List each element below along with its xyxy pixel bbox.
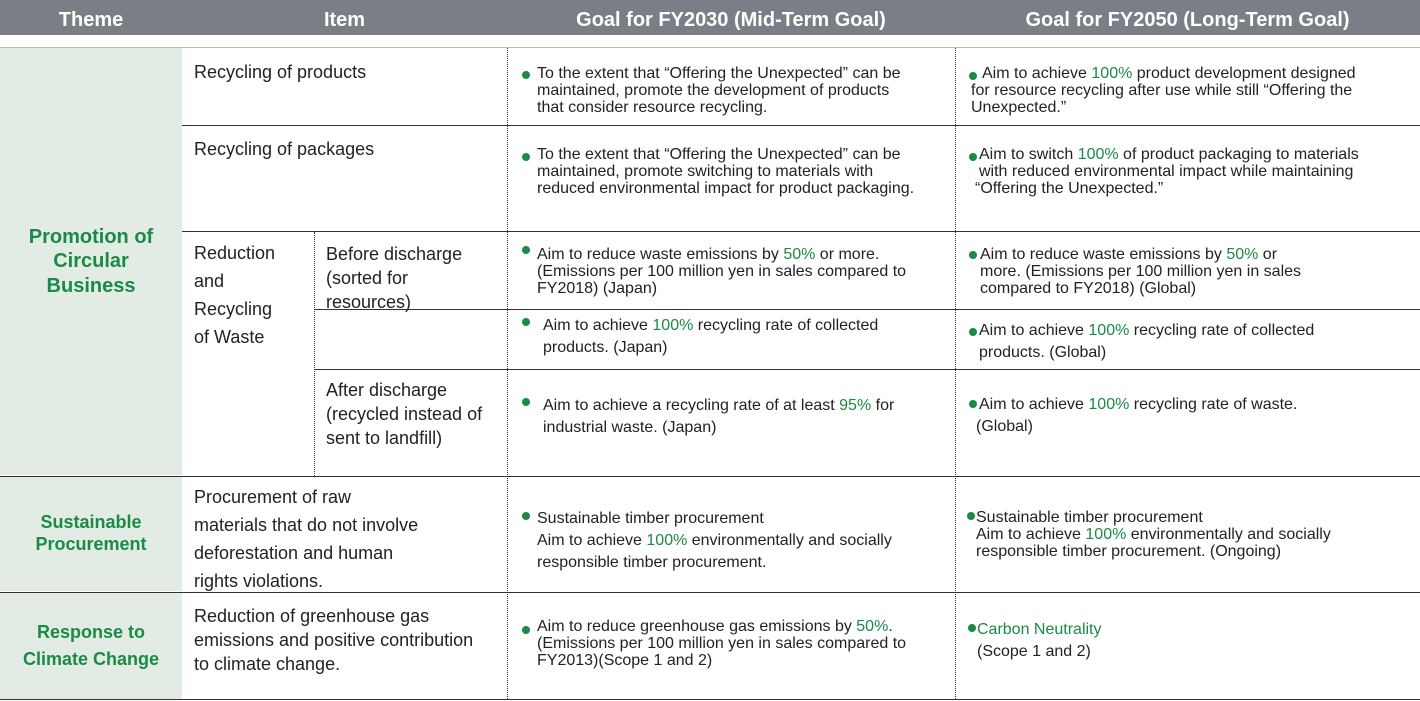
rule-bottom <box>0 699 1420 700</box>
goal-2050-waste-emissions <box>980 246 1301 297</box>
item-line: (sorted for <box>326 268 409 288</box>
bullet-icon <box>522 512 530 520</box>
highlight-value: 100% <box>1088 322 1130 339</box>
item-line: emissions and positive contribution <box>194 630 474 650</box>
item-climate <box>194 604 473 676</box>
goal-line: products. (Global) <box>979 344 1107 361</box>
item-line: Procurement of raw <box>194 487 352 507</box>
rule <box>0 476 1420 477</box>
theme-line: Promotion of <box>28 225 154 248</box>
item-line: to climate change. <box>194 654 341 674</box>
goal-line: Aim to achieve a recycling rate of at least 95% for <box>543 397 895 414</box>
item-line: Reduction <box>194 243 276 263</box>
column-separator <box>314 232 315 476</box>
item-line: rights violations. <box>194 571 324 591</box>
bullet-icon <box>968 624 976 632</box>
item-after-discharge <box>326 378 482 450</box>
bullet-icon <box>967 512 975 520</box>
highlight-value: 95% <box>839 397 872 414</box>
goal-line: Aim to switch 100% of product packaging to materials <box>979 146 1359 163</box>
item-line: sent to landfill) <box>326 428 443 448</box>
header-theme: Theme <box>58 9 124 31</box>
bullet-icon <box>969 153 977 161</box>
item-waste <box>194 239 275 351</box>
goal-2050-carbon-neutrality <box>977 619 1102 663</box>
goal-2030-collected-products <box>543 315 878 359</box>
highlight-value: 100% <box>646 532 688 549</box>
goal-line: FY2013)(Scope 1 and 2) <box>537 652 713 669</box>
goal-line: (Global) <box>976 418 1033 435</box>
goal-2050-collected-products <box>979 320 1314 364</box>
goal-line: Aim to achieve 100% recycling rate of collected <box>979 322 1315 339</box>
highlight-value: 50% <box>856 618 889 635</box>
goal-line: Unexpected.” <box>971 99 1067 116</box>
header-goal-2030: Goal for FY2030 (Mid-Term Goal) <box>576 9 886 31</box>
goal-2050-recycling-products <box>971 65 1356 116</box>
item-line: materials that do not involve <box>194 515 419 535</box>
item-line: resources) <box>326 292 412 312</box>
goal-line: that consider resource recycling. <box>537 99 768 116</box>
theme-line: Climate Change <box>22 649 160 669</box>
bullet-icon <box>522 153 530 161</box>
theme-climate-change <box>0 593 182 699</box>
item-line: (recycled instead of <box>326 404 483 424</box>
goal-line: (Emissions per 100 million yen in sales compared to <box>537 635 907 652</box>
goal-line: responsible timber procurement. <box>537 554 767 571</box>
highlight-value: 50% <box>1226 246 1259 263</box>
goal-line: industrial waste. (Japan) <box>543 419 717 436</box>
goal-line: (Scope 1 and 2) <box>977 643 1091 660</box>
goal-line: Aim to achieve 100% recycling rate of collected <box>543 317 879 334</box>
goal-line: compared to FY2018) (Global) <box>980 280 1197 297</box>
goal-line: Carbon Neutrality <box>977 621 1102 638</box>
goal-2030-waste-emissions <box>537 246 906 297</box>
goal-2050-recycling-waste <box>976 394 1298 438</box>
goal-line: for resource recycling after use while still “Offering the <box>971 82 1353 99</box>
theme-circular-business <box>0 48 182 475</box>
goal-line: To the extent that “Offering the Unexpected” can be <box>537 146 901 163</box>
goal-line: Aim to reduce waste emissions by 50% or more. <box>537 246 880 263</box>
goal-2030-recycling-products <box>537 65 900 116</box>
goal-line: FY2018) (Japan) <box>537 280 658 297</box>
item-line: Recycling <box>194 299 273 319</box>
theme-line: Circular <box>53 250 129 273</box>
bullet-icon <box>969 251 977 259</box>
theme-line: Response to <box>36 622 146 642</box>
header-item: Item <box>323 9 366 31</box>
theme-line: Procurement <box>35 534 147 554</box>
goal-line: Aim to achieve 100% environmentally and socially <box>976 526 1331 543</box>
goal-2030-ghg-emissions <box>537 618 906 669</box>
goal-line: responsible timber procurement. (Ongoing) <box>976 543 1282 560</box>
bullet-icon <box>969 400 977 408</box>
highlight-value: 100% <box>1085 526 1127 543</box>
item-recycling-packages: Recycling of packages <box>194 139 375 159</box>
item-before-discharge <box>326 242 462 314</box>
goal-line: maintained, promote switching to materials with <box>537 163 874 180</box>
highlight-value: 50% <box>783 246 816 263</box>
item-line: After discharge <box>326 380 448 400</box>
item-line: Reduction of greenhouse gas <box>194 606 430 626</box>
header-goal-2050: Goal for FY2050 (Long-Term Goal) <box>1025 9 1350 31</box>
bullet-icon <box>522 626 530 634</box>
highlight-value: 100% <box>1091 65 1133 82</box>
goal-line: more. (Emissions per 100 million yen in sales <box>980 263 1302 280</box>
goal-2030-industrial-waste <box>543 395 894 439</box>
item-line: of Waste <box>194 327 265 347</box>
goal-2030-timber-procurement <box>537 509 892 575</box>
bullet-icon <box>969 328 977 336</box>
theme-line: Business <box>46 274 136 297</box>
goal-2050-timber-procurement <box>976 509 1331 560</box>
goal-line: Aim to achieve 100% product development designed <box>982 65 1356 82</box>
highlight-value: 100% <box>1077 146 1119 163</box>
theme-line: Sustainable <box>40 512 142 533</box>
rule <box>182 231 1420 232</box>
column-separator <box>507 48 508 699</box>
highlight-value: 100% <box>652 317 694 334</box>
goal-line: Sustainable timber procurement <box>537 510 764 527</box>
goal-line: Aim to achieve 100% recycling rate of waste. <box>979 396 1298 413</box>
goal-line: maintained, promote the development of products <box>537 82 890 99</box>
item-line: Before discharge <box>326 244 463 264</box>
goal-line: reduced environmental impact for product packaging. <box>537 180 915 197</box>
item-recycling-products: Recycling of products <box>194 62 367 82</box>
rule <box>182 125 1420 126</box>
table-header <box>0 0 1420 35</box>
goal-line: To the extent that “Offering the Unexpected” can be <box>537 65 901 82</box>
rule <box>314 369 1420 370</box>
goal-line: Aim to reduce waste emissions by 50% or <box>980 246 1278 263</box>
bullet-icon <box>522 71 530 79</box>
goal-line: (Emissions per 100 million yen in sales compared to <box>537 263 907 280</box>
bullet-icon <box>522 318 530 326</box>
goal-line: Sustainable timber procurement <box>976 509 1203 526</box>
column-separator <box>955 48 956 699</box>
goal-line: Aim to achieve 100% environmentally and socially <box>537 532 892 549</box>
goal-line: “Offering the Unexpected.” <box>975 180 1164 197</box>
bullet-icon <box>522 398 530 406</box>
item-procurement <box>194 483 418 595</box>
goal-line: Aim to reduce greenhouse gas emissions by 50%. <box>537 618 893 635</box>
rule <box>314 309 1420 310</box>
goal-line: with reduced environmental impact while maintaining <box>979 163 1354 180</box>
item-line: and <box>194 271 225 291</box>
highlight-value: 100% <box>1088 396 1130 413</box>
bullet-icon <box>522 246 530 254</box>
rule-top <box>0 47 1420 48</box>
theme-sustainable-procurement <box>0 477 182 591</box>
goal-2030-recycling-packages <box>537 146 914 197</box>
goal-line: products. (Japan) <box>543 339 668 356</box>
item-line: deforestation and human <box>194 543 394 563</box>
goal-2050-recycling-packages <box>975 146 1359 197</box>
